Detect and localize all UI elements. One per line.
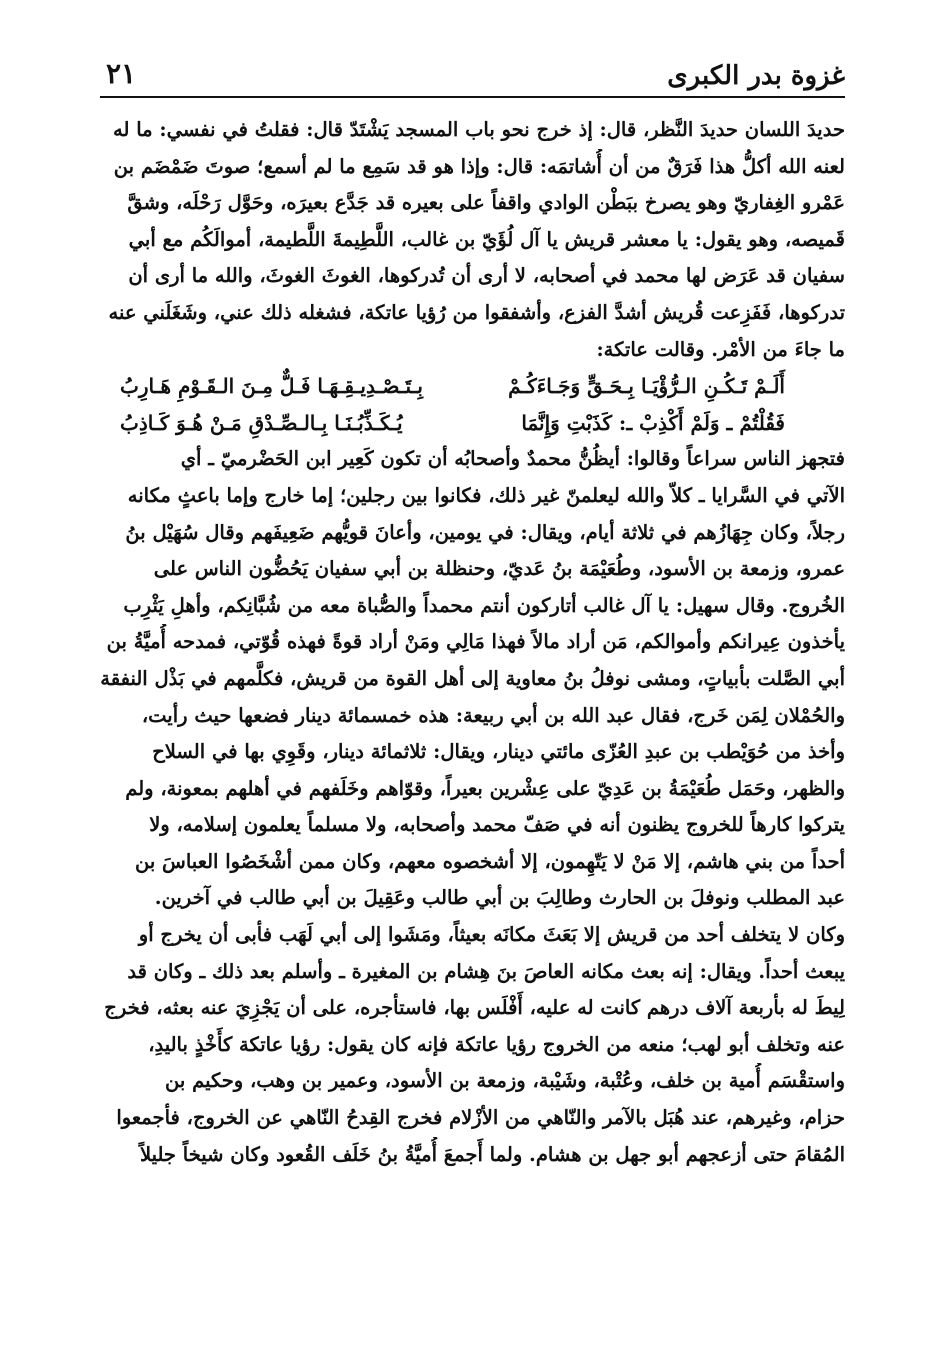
- text-line: عنه وتخلف أبو لهب؛ منعه من الخروج رؤيا عاتكة فإنه كان يقول: رؤيا عاتكة كأَخْذٍ باليدِ،: [148, 1032, 845, 1056]
- text-line: والحُمْلان لِمَن خَرج، فقال عبد الله بن أبي ربيعة: هذه خمسمائة دينار فضعها حيث رأيت،: [141, 703, 845, 727]
- text-line: واستقْسَم أُمية بن خلف، وعُتْبة، وشَيْبة، وزمعة بن الأسود، وعمير بن وهب، وحكيم بن: [165, 1069, 845, 1093]
- text-line: الخُروج. وقال سهيل: يا آل غالب أتاركون أنتم محمداً والصُّباة معه من شُبَّانِكم، وأهلِ يَثْرِب: [123, 593, 845, 617]
- text-line: عبد المطلب ونوفلَ بن الحارث وطالِبَ بن أبي طالب وعَقِيلَ بن أبي طالب في آخرين.: [154, 886, 845, 910]
- text-line: تدركوها، فَفَزِعت قُريش أشدَّ الفزع، وأشفقوا من رُؤيا عاتكة، فشغله ذلك عني، وشَغَلَني عنه: [108, 300, 845, 324]
- body-text: [100, 112, 845, 1173]
- text-line: أحداً من بني هاشم، إلا مَنْ لا يَتّهِمون، إلا أشخصوه معهم، وكان ممن أشْخَصُوا العباسَ بن: [135, 849, 845, 873]
- verse-second-hemistich: بِـتَـصْـدِيـقِـهَـا فَـلٌّ مِـنَ الـقَـوْمِ هَـارِبُ: [120, 374, 423, 399]
- page-number: ٢١: [106, 57, 137, 90]
- text-line: حزام، وغيرهم، عند هُبَل بالآمر والنّاهي من الأزْلام فخرج القِدحُ النّاهي عن الخروج، فأجمعوا: [116, 1106, 845, 1130]
- text-line: يتركوا كارهاً للخروج يظنون أنه في صَفّ محمد وأصحابه، ولا مسلماً يعلمون إسلامه، ولا: [149, 813, 845, 837]
- text-line: لِيطَ له بأربعة آلاف درهم كانت له عليه، أَفْلَس بها، فاستأجره، على أن يَجْزِيَ عنه بعثه، فخرج: [104, 996, 845, 1020]
- text-line: أبي الصَّلت بأبياتٍ، ومشى نوفلُ بنُ معاوية إلى أهل القوة من قريش، فكلَّمهم في بَذْل النفقة: [100, 666, 845, 690]
- text-line: لعنه الله أكلُّ هذا فَرَقٌ من أن أُشاتمَه: قال: وإذا هو قد سَمِع ما لم أسمع؛ صوتَ ضَمْضَم بن: [113, 154, 845, 178]
- verse-first-hemistich: فَقُلْتُمْ ـ وَلَمْ أَكْذِبْ ـ: كَذَبْتِ وَإِنَّمَا: [521, 410, 785, 435]
- text-line: عَمْرو الغِفاريّ وهو يصرخ ببَطْن الوادي واقفاً على بعيره قد جَدَّع بعيرَه، وحَوَّل رَحْلَه، وشقَّ: [127, 191, 845, 215]
- text-line: سفيان قد عَرَض لها محمد في أصحابه، لا أرى أن تُدركوها، الغوثَ الغوثَ، والله ما أرى أن: [128, 264, 845, 288]
- text-line: يبعث أحداً. ويقال: إنه بعث مكانه العاصَ بنَ هِشام بن المغيرة ـ وأسلم بعد ذلك ـ وكان قد: [127, 959, 845, 983]
- verse-line: [120, 405, 785, 442]
- poem-verse-block: [120, 368, 785, 441]
- text-line: قَميصه، وهو يقول: يا معشر قريش يا آل لُؤَيّ بن غالب، اللَّطِيمةَ اللَّطيمة، أموالَكُم مع أبي: [128, 227, 845, 251]
- verse-line: [120, 368, 785, 405]
- text-line: يأخذون عِيرانكم وأموالكم، مَن أراد مالاً فهذا مَالِي ومَنْ أراد قوةً فهذه قُوّتي، فمدحه أُميَّةُ بن: [106, 630, 845, 654]
- text-line: وأخذ من حُوَيْطب بن عبدِ العُزّى مائتي دينار، ويقال: ثلاثمائة دينار، وقَوِي بها في السلاح: [152, 740, 845, 764]
- verse-second-hemistich: يُـكَـذِّبُـنَـا بِـالـصِّـدْقِ مَـنْ هُـوَ كَـاذِبُ: [120, 410, 403, 435]
- text-line: فتجهز الناس سراعاً وقالوا: أيظُنُّ محمدٌ وأصحابُه أن تكون كَعِير ابن الحَضْرميّ ـ أي: [180, 447, 845, 471]
- text-line: الآتي في السَّرايا ـ كلاّ والله ليعلمنّ غير ذلك، فكانوا بين رجلين؛ إما خارج وإما باعثٍ مكانه: [127, 483, 845, 507]
- text-line: والظهر، وحَمَل طُعَيْمَةُ بن عَدِيّ على عِشْرين بعيراً، وقوّاهم وخَلَفهم في أهلهم بمعونة، ولم: [125, 776, 845, 800]
- page-header: [100, 56, 845, 98]
- text-line: رجلاً، وكان جِهَازُهم في ثلاثة أيام، ويقال: في يومين، وأعانَ قويُّهم ضَعِيفَهم وقال سُهَيْل بنُ: [125, 520, 845, 544]
- text-line: ما جاءَ من الأمْر. وقالت عاتكة:: [596, 337, 845, 361]
- running-title: غزوة بدر الكبرى: [667, 61, 845, 91]
- text-line: المُقامَ حتى أزعجهم أبو جهل بن هشام. ولما أَجمعَ أُميَّةُ بنُ خَلَف القُعود وكان شيخاً جليلاً: [139, 1142, 845, 1166]
- text-line: وكان لا يتخلف أحد من قريش إلا بَعَثَ مكانَه بعيثاً، ومَشَوا إلى أبي لَهَب فأبى أن يخرج أو: [138, 923, 845, 947]
- verse-first-hemistich: أَلَـمْ تَـكُـنِ الـرُّؤْيَـا بِـحَـقٍّ وَجَـاءَكُـمْ: [508, 374, 785, 399]
- text-line: حديدَ اللسان حديدَ النَّظر، قال: إذ خرج نحو باب المسجد يَشْتَدّ قال: فقلتُ في نفسي: ما له: [113, 118, 845, 141]
- text-line: عمرو، وزمعة بن الأسود، وطُعَيْمَة بنُ عَديّ، وحنظلة بن أبي سفيان يَحُضُّون الناس على: [153, 557, 845, 581]
